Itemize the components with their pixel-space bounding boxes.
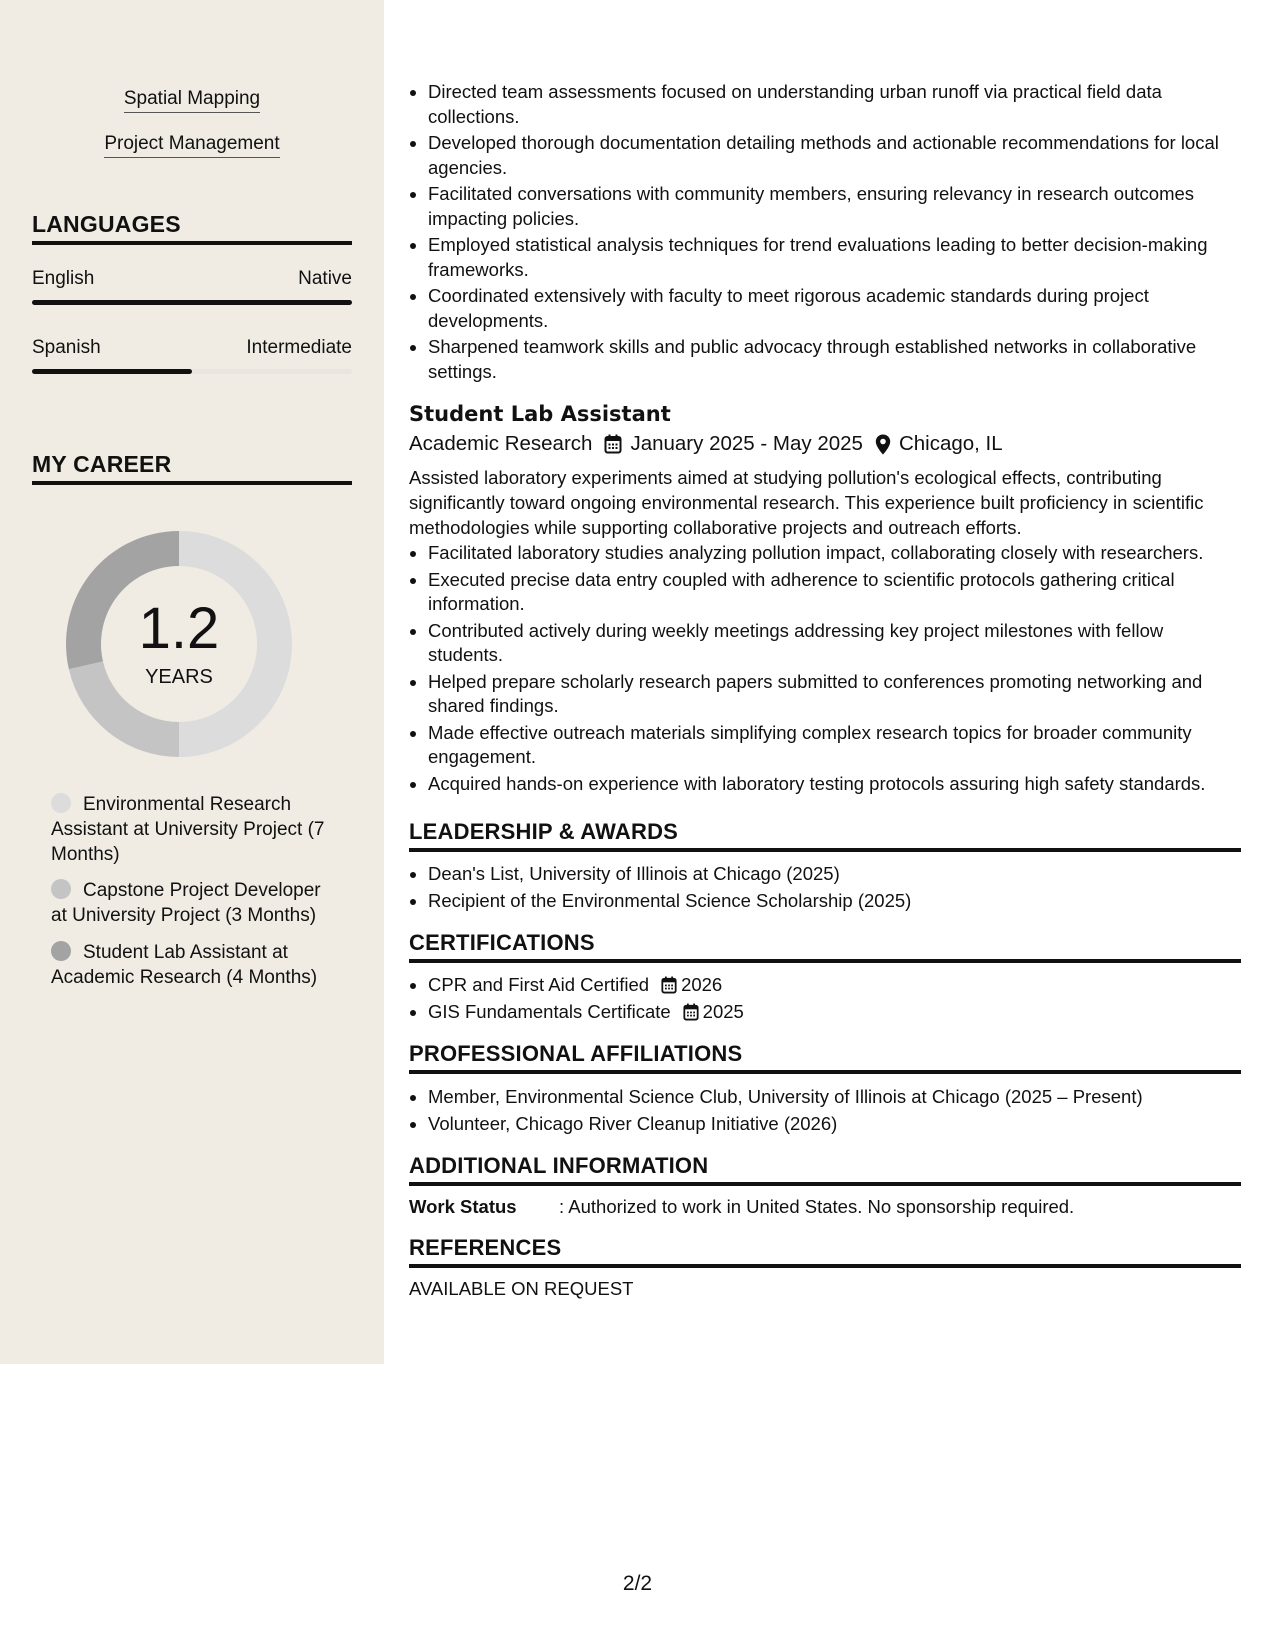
career-legend-item: Environmental Research Assistant at University Project (7 Months)	[51, 794, 325, 865]
list-item: • Helped prepare scholarly research papers submitted to conferences promoting networking and shared findings.	[428, 670, 1241, 719]
list-item: • Directed team assessments focused on understanding urban runoff via practical field data collections.	[428, 80, 1241, 129]
list-item: • Developed thorough documentation detailing methods and actionable recommendations for local agencies.	[428, 131, 1241, 180]
language-proficiency-fill	[32, 369, 192, 374]
career-heading: MY CAREER	[32, 451, 352, 485]
certifications-heading: CERTIFICATIONS	[409, 930, 1241, 963]
previous-job-bullets	[409, 80, 1241, 386]
page-number: 2/2	[622, 1572, 653, 1595]
awards-heading: LEADERSHIP & AWARDS	[409, 819, 1241, 852]
location-pin-icon	[875, 434, 891, 455]
list-item: • Executed precise data entry coupled with adherence to scientific protocols gathering critical information.	[428, 568, 1241, 617]
cert-year: 2025	[702, 1000, 744, 1022]
job-summary: Assisted laboratory experiments aimed at studying pollution's ecological effects, contributing significantly toward ongoing environmental research. This experience built proficiency in scientific methodologies while supporting collaborative projects and outreach efforts.	[409, 467, 1204, 538]
career-total-unit: YEARS	[145, 666, 213, 688]
career-legend-item: Capstone Project Developer at University Project (3 Months)	[51, 880, 321, 926]
list-item	[428, 1000, 1241, 1025]
language-name: English	[32, 268, 95, 289]
legend-dot	[51, 941, 71, 961]
job-location: Chicago, IL	[898, 432, 1003, 455]
language-row	[32, 337, 352, 359]
calendar-icon	[661, 976, 677, 994]
list-item: • Facilitated laboratory studies analyzing pollution impact, collaborating closely with researchers.	[428, 541, 1241, 566]
job-title: Student Lab Assistant	[409, 402, 671, 426]
list-item: • Volunteer, Chicago River Cleanup Initiative (2026)	[428, 1112, 1241, 1137]
list-item	[428, 973, 1241, 998]
job-dates: January 2025 - May 2025	[630, 432, 863, 455]
additional-info-heading: ADDITIONAL INFORMATION	[409, 1153, 1241, 1186]
career-total-years: 1.2	[138, 596, 220, 661]
awards-list	[409, 862, 1241, 915]
list-item: • Coordinated extensively with faculty to meet rigorous academic standards during project developments.	[428, 284, 1241, 333]
affiliations-list	[409, 1085, 1241, 1138]
list-item: • Employed statistical analysis techniques for trend evaluations leading to better decision-making frameworks.	[428, 233, 1241, 282]
language-proficiency-bar	[32, 369, 352, 374]
language-proficiency-fill	[32, 300, 352, 305]
list-item: • Recipient of the Environmental Science Scholarship (2025)	[428, 889, 1241, 914]
cert-year: 2026	[681, 974, 723, 995]
career-legend-item: Student Lab Assistant at Academic Research (4 Months)	[51, 942, 318, 988]
list-item: • Sharpened teamwork skills and public advocacy through established networks in collaborative settings.	[428, 335, 1241, 384]
language-proficiency-bar	[32, 300, 352, 305]
language-name: Spanish	[32, 337, 101, 358]
legend-dot	[51, 879, 71, 899]
sidebar	[0, 0, 384, 1364]
legend-dot	[51, 793, 71, 813]
languages-heading: LANGUAGES	[32, 211, 352, 245]
affiliations-heading: PROFESSIONAL AFFILIATIONS	[409, 1041, 1241, 1074]
calendar-icon	[604, 434, 622, 454]
skill-item: Spatial Mapping	[0, 88, 384, 110]
work-status-value: : Authorized to work in United States. No sponsorship required.	[559, 1196, 1075, 1217]
job-entry	[409, 402, 1241, 798]
references-text: AVAILABLE ON REQUEST	[409, 1278, 634, 1299]
job-company: Academic Research	[409, 432, 593, 455]
cert-name: • CPR and First Aid Certified	[428, 974, 650, 995]
language-level: Intermediate	[246, 337, 352, 358]
work-status-label: Work Status	[409, 1196, 517, 1217]
language-row	[32, 268, 352, 290]
language-level: Native	[298, 268, 352, 289]
list-item: • Dean's List, University of Illinois at Chicago (2025)	[428, 862, 1241, 887]
certifications-list	[409, 973, 1241, 1026]
cert-name: • GIS Fundamentals Certificate	[428, 1000, 671, 1022]
list-item: • Acquired hands-on experience with laboratory testing protocols assuring high safety standards.	[428, 772, 1241, 797]
list-item: • Made effective outreach materials simplifying complex research topics for broader community engagement.	[428, 721, 1241, 770]
calendar-icon	[683, 1003, 699, 1021]
work-status-row	[409, 1194, 1241, 1219]
list-item: • Contributed actively during weekly meetings addressing key project milestones with fellow students.	[428, 619, 1241, 668]
job-meta	[409, 432, 1241, 456]
list-item: • Facilitated conversations with community members, ensuring relevancy in research outcomes impacting policies.	[428, 182, 1241, 231]
references-heading: REFERENCES	[409, 1235, 1241, 1268]
list-item: • Member, Environmental Science Club, University of Illinois at Chicago (2025 – Present)	[428, 1085, 1241, 1110]
skill-item: Project Management	[0, 133, 384, 155]
